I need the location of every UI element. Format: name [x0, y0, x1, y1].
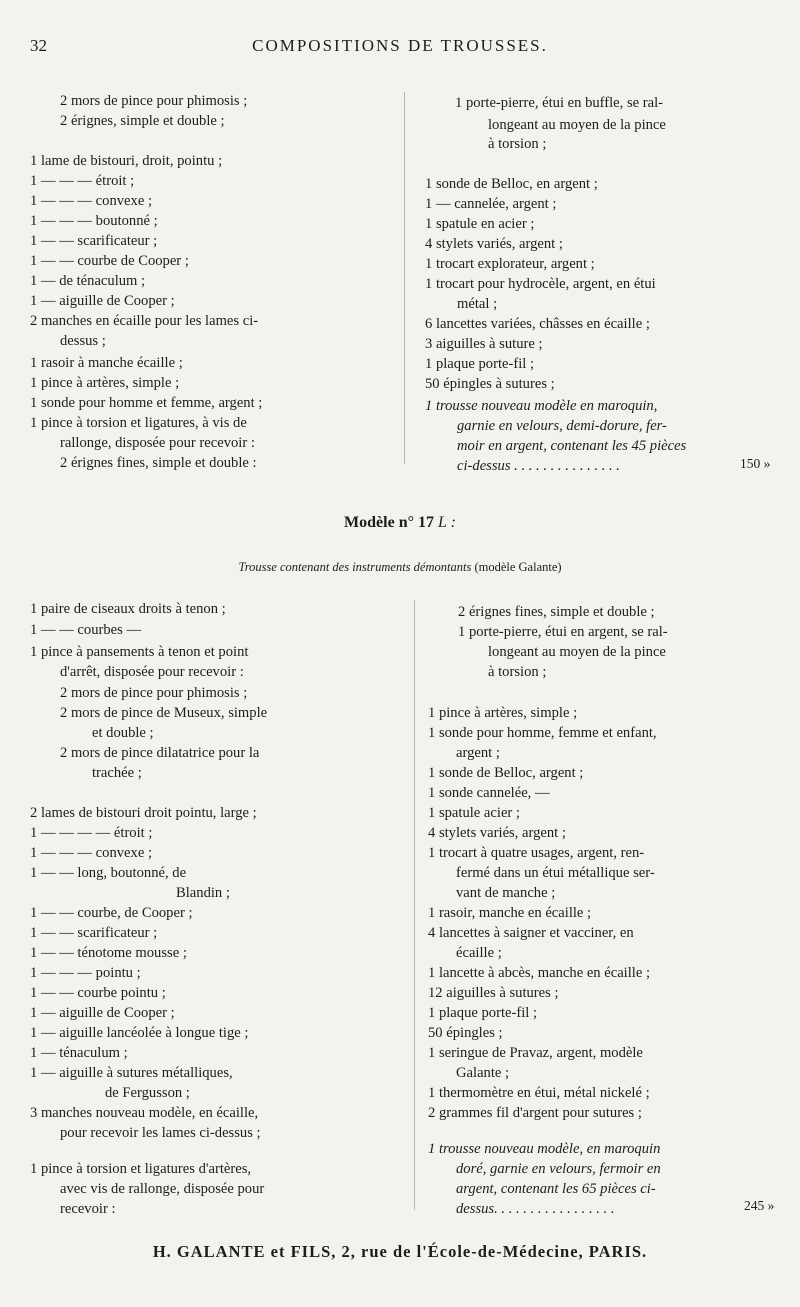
list-item: 1 — — scarificateur ; [30, 925, 158, 941]
list-item: 1 pince à torsion et ligatures d'artères, [30, 1161, 252, 1177]
list-item: 1 sonde pour homme et femme, argent ; [30, 395, 263, 411]
list-item: 1 pince à pansements à tenon et point [30, 644, 249, 660]
list-item: à torsion ; [488, 664, 547, 680]
list-item: 2 érignes, simple et double ; [60, 113, 225, 129]
list-item: 6 lancettes variées, châsses en écaille ; [425, 316, 650, 332]
list-item: 1 seringue de Pravaz, argent, modèle [428, 1045, 643, 1061]
list-item: 2 lames de bistouri droit pointu, large ; [30, 805, 257, 821]
list-item: d'arrêt, disposée pour recevoir : [60, 664, 244, 680]
list-item: Blandin ; [176, 885, 230, 901]
list-item: argent ; [456, 745, 500, 761]
running-head: COMPOSITIONS DE TROUSSES. [252, 36, 548, 55]
list-item: écaille ; [456, 945, 502, 961]
publisher-footer: H. GALANTE et FILS, 2, rue de l'École-de-Médecine, PARIS. [152, 1242, 648, 1261]
list-item: 1 porte-pierre, étui en buffle, se ral- [455, 95, 664, 111]
list-item: pour recevoir les lames ci-dessus ; [60, 1125, 261, 1141]
list-item: Galante ; [456, 1065, 510, 1081]
list-item: 2 mors de pince pour phimosis ; [60, 93, 248, 109]
list-item: métal ; [457, 296, 498, 312]
column-divider [414, 600, 415, 1210]
list-item: 1 — aiguille de Cooper ; [30, 293, 175, 309]
list-item: 1 — — ténotome mousse ; [30, 945, 187, 961]
list-item: 1 — — — boutonné ; [30, 213, 158, 229]
list-item: 1 lancette à abcès, manche en écaille ; [428, 965, 651, 981]
list-item: 1 paire de ciseaux droits à tenon ; [30, 601, 226, 617]
list-item: 1 thermomètre en étui, métal nickelé ; [428, 1085, 650, 1101]
list-item: dessus ; [60, 333, 106, 349]
list-item: 2 manches en écaille pour les lames ci- [30, 313, 259, 329]
list-item: 4 stylets variés, argent ; [428, 825, 566, 841]
list-item: 1 pince à torsion et ligatures, à vis de [30, 415, 247, 431]
list-item: 1 — cannelée, argent ; [425, 196, 557, 212]
list-item: 1 — aiguille lancéolée à longue tige ; [30, 1025, 249, 1041]
page-number: 32 [30, 36, 47, 55]
list-item: 1 pince à artères, simple ; [428, 705, 578, 721]
list-item: garnie en velours, demi-dorure, fer- [457, 418, 667, 434]
list-item: 1 — — courbe pointu ; [30, 985, 166, 1001]
list-item: 1 spatule en acier ; [425, 216, 535, 232]
list-item: et double ; [92, 725, 154, 741]
list-item: 3 aiguilles à suture ; [425, 336, 543, 352]
list-item: 1 — — — étroit ; [30, 173, 135, 189]
list-item: trachée ; [92, 765, 142, 781]
list-item: moir en argent, contenant les 45 pièces [457, 438, 687, 454]
list-item: 3 manches nouveau modèle, en écaille, [30, 1105, 259, 1121]
list-item: 1 trousse nouveau modèle, en maroquin [428, 1141, 661, 1157]
list-item: 1 spatule acier ; [428, 805, 520, 821]
list-item: 1 sonde pour homme, femme et enfant, [428, 725, 657, 741]
model-subtitle [0, 560, 800, 575]
list-item: 1 trocart pour hydrocèle, argent, en étui [425, 276, 656, 292]
list-item: 1 — — long, boutonné, de [30, 865, 187, 881]
list-item: ci-dessus . . . . . . . . . . . . . . . [457, 458, 620, 474]
list-item: 1 — ténaculum ; [30, 1045, 128, 1061]
model-suffix: L : [438, 514, 456, 531]
price-section2: 245 » [744, 1198, 775, 1213]
list-item: 1 — — — pointu ; [30, 965, 141, 981]
list-item: 50 épingles ; [428, 1025, 503, 1041]
model-title [0, 514, 800, 532]
list-item: 1 rasoir, manche en écaille ; [428, 905, 592, 921]
list-item: 1 — — courbe, de Cooper ; [30, 905, 193, 921]
list-item: 2 grammes fil d'argent pour sutures ; [428, 1105, 642, 1121]
list-item: longeant au moyen de la pince [488, 117, 666, 133]
list-item: 2 érignes fines, simple et double : [60, 455, 257, 471]
list-item: 1 porte-pierre, étui en argent, se ral- [458, 624, 668, 640]
list-item: 2 mors de pince de Museux, simple [60, 705, 268, 721]
list-item: argent, contenant les 65 pièces ci- [456, 1181, 656, 1197]
list-item: 1 plaque porte-fil ; [428, 1005, 538, 1021]
list-item: fermé dans un étui métallique ser- [456, 865, 655, 881]
list-item: 1 sonde cannelée, — [428, 785, 550, 801]
list-item: 4 lancettes à saigner et vacciner, en [428, 925, 634, 941]
list-item: 1 — aiguille à sutures métalliques, [30, 1065, 233, 1081]
list-item: 2 érignes fines, simple et double ; [458, 604, 655, 620]
list-item: vant de manche ; [456, 885, 556, 901]
list-item: 1 trocart explorateur, argent ; [425, 256, 595, 272]
model-subtitle-italic: Trousse contenant des instruments démontants [238, 560, 472, 574]
list-item: 1 pince à artères, simple ; [30, 375, 180, 391]
list-item: 2 mors de pince pour phimosis ; [60, 685, 248, 701]
list-item: 12 aiguilles à sutures ; [428, 985, 559, 1001]
list-item: 1 — — courbes — [30, 622, 142, 638]
list-item: 2 mors de pince dilatatrice pour la [60, 745, 260, 761]
list-item: 1 — — — convexe ; [30, 845, 152, 861]
list-item: 1 — de ténaculum ; [30, 273, 146, 289]
list-item: longeant au moyen de la pince [488, 644, 666, 660]
price-section1: 150 » [740, 456, 771, 471]
list-item: 1 — — scarificateur ; [30, 233, 158, 249]
list-item: 1 trocart à quatre usages, argent, ren- [428, 845, 645, 861]
model-number: Modèle n° 17 [344, 514, 434, 531]
list-item: avec vis de rallonge, disposée pour [60, 1181, 265, 1197]
column-divider [404, 92, 405, 464]
list-item: de Fergusson ; [105, 1085, 190, 1101]
list-item: 1 — — courbe de Cooper ; [30, 253, 189, 269]
list-item: doré, garnie en velours, fermoir en [456, 1161, 661, 1177]
list-item: 4 stylets variés, argent ; [425, 236, 563, 252]
list-item: 1 trousse nouveau modèle en maroquin, [425, 398, 658, 414]
list-item: 1 sonde de Belloc, en argent ; [425, 176, 598, 192]
model-subtitle-plain: (modèle Galante) [474, 560, 562, 574]
list-item: 1 — — — convexe ; [30, 193, 152, 209]
list-item: à torsion ; [488, 136, 547, 152]
list-item: 50 épingles à sutures ; [425, 376, 555, 392]
list-item: recevoir : [60, 1201, 116, 1217]
list-item: 1 — aiguille de Cooper ; [30, 1005, 175, 1021]
list-item: 1 — — — — étroit ; [30, 825, 153, 841]
list-item: 1 lame de bistouri, droit, pointu ; [30, 153, 223, 169]
list-item: 1 plaque porte-fil ; [425, 356, 535, 372]
list-item: rallonge, disposée pour recevoir : [60, 435, 255, 451]
list-item: 1 rasoir à manche écaille ; [30, 355, 183, 371]
list-item: 1 sonde de Belloc, argent ; [428, 765, 584, 781]
list-item: dessus. . . . . . . . . . . . . . . . . [456, 1201, 615, 1217]
